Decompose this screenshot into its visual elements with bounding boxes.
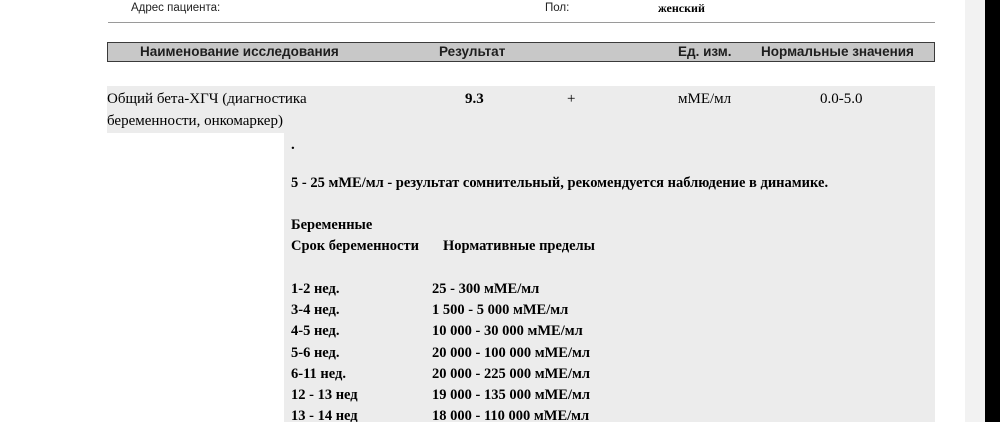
- range-cell: 20 000 - 225 000 мМЕ/мл: [432, 366, 590, 382]
- test-name-line-1: Общий бета-ХГЧ (диагностика: [107, 91, 307, 107]
- term-cell: 12 - 13 нед: [291, 387, 358, 403]
- range-cell: 10 000 - 30 000 мМЕ/мл: [432, 323, 583, 339]
- header-divider: [108, 22, 935, 23]
- range-cell: 19 000 - 135 000 мМЕ/мл: [432, 387, 590, 403]
- range-column-title: Нормативные пределы: [443, 238, 595, 254]
- result-normal-range: 0.0-5.0: [820, 91, 863, 107]
- range-cell: 20 000 - 100 000 мМЕ/мл: [432, 345, 590, 361]
- patient-address-label: Адрес пациента:: [131, 2, 221, 14]
- header-test-name: Наименование исследования: [140, 44, 339, 59]
- term-cell: 4-5 нед.: [291, 323, 340, 339]
- patient-sex-value: женский: [658, 1, 705, 15]
- term-column-title: Срок беременности: [291, 238, 419, 254]
- range-cell: 25 - 300 мМЕ/мл: [432, 281, 540, 297]
- term-cell: 5-6 нед.: [291, 345, 340, 361]
- range-cell: 1 500 - 5 000 мМЕ/мл: [432, 302, 569, 318]
- result-unit: мМЕ/мл: [678, 91, 732, 107]
- header-unit: Ед. изм.: [678, 44, 732, 59]
- result-value: 9.3: [465, 91, 484, 107]
- test-name-line-2: беременности, онкомаркер): [107, 113, 283, 129]
- term-cell: 6-11 нед.: [291, 366, 346, 382]
- header-result: Результат: [439, 44, 506, 59]
- result-flag: +: [567, 91, 576, 107]
- result-row-left-margin: [107, 133, 284, 422]
- pregnant-title: Беременные: [291, 217, 373, 233]
- patient-sex-label: Пол:: [545, 2, 570, 14]
- header-normal-values: Нормальные значения: [761, 44, 914, 59]
- range-cell: 18 000 - 110 000 мМЕ/мл: [432, 408, 590, 422]
- viewer-edge: [985, 0, 1000, 422]
- page-right-margin: [965, 0, 985, 422]
- term-cell: 3-4 нед.: [291, 302, 340, 318]
- results-table-header: [107, 42, 935, 62]
- comment-dot: .: [291, 137, 295, 153]
- term-cell: 1-2 нед.: [291, 281, 340, 297]
- term-cell: 13 - 14 нед: [291, 408, 358, 422]
- doubtful-note: 5 - 25 мМЕ/мл - результат сомнительный, рекомендуется наблюдение в динамике.: [291, 175, 829, 191]
